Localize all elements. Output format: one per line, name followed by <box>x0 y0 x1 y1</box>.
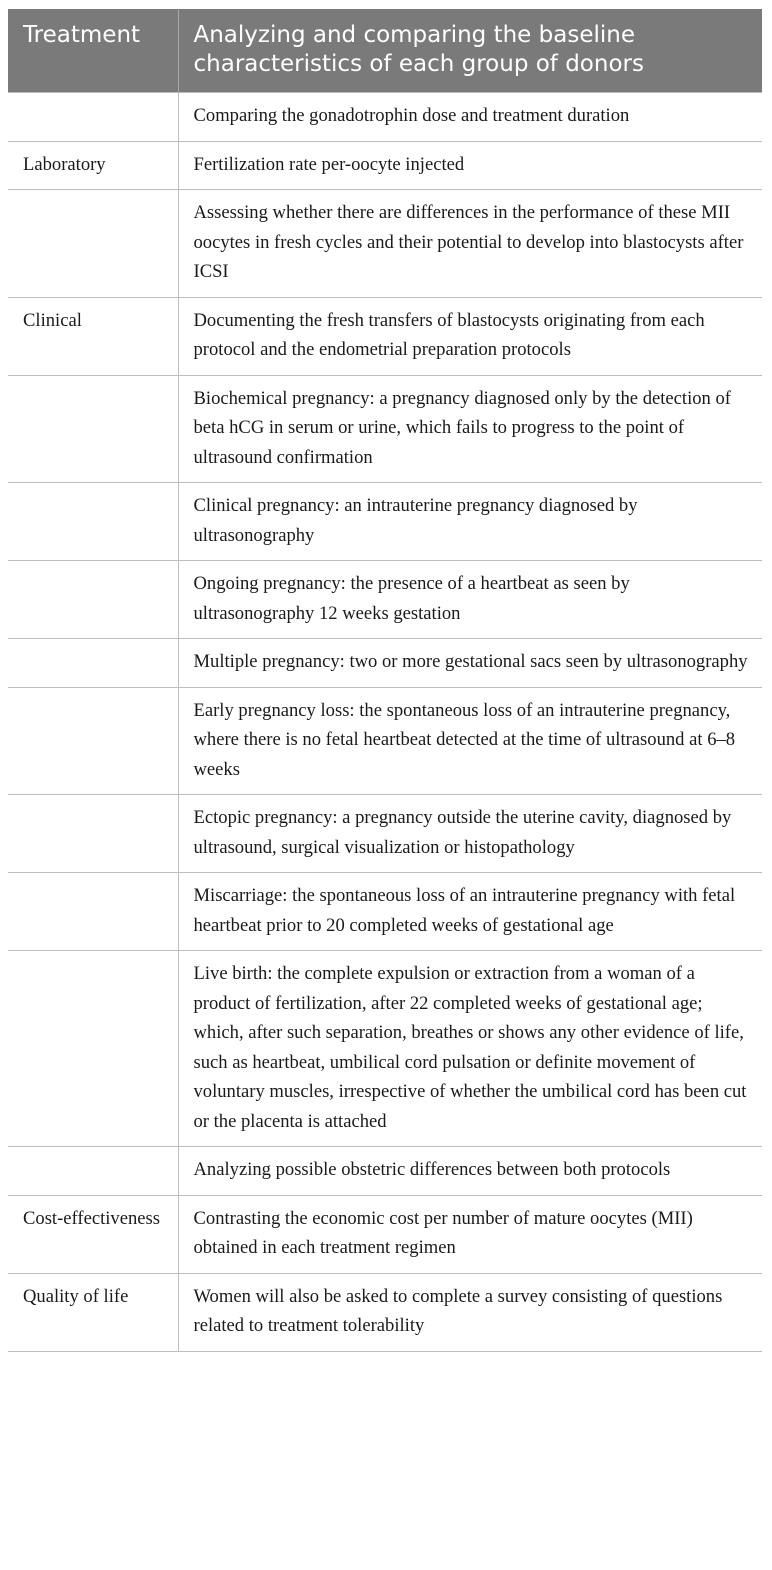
table-row <box>8 1195 762 1273</box>
description-cell: Early pregnancy loss: the spontaneous loss of an intrauterine pregnancy, where there is no fetal heartbeat detected at the time of ultrasound at 6–8 weeks <box>178 687 762 795</box>
description-cell: Multiple pregnancy: two or more gestational sacs seen by ultrasonography <box>178 639 762 688</box>
description-cell: Ongoing pregnancy: the presence of a heartbeat as seen by ultrasonography 12 weeks gestation <box>178 561 762 639</box>
category-cell: Quality of life <box>8 1273 178 1351</box>
table-row <box>8 639 762 688</box>
table-row <box>8 951 762 1147</box>
table-row <box>8 873 762 951</box>
table-row <box>8 297 762 375</box>
description-cell: Clinical pregnancy: an intrauterine pregnancy diagnosed by ultrasonography <box>178 483 762 561</box>
table-header <box>8 9 762 93</box>
category-cell <box>8 190 178 298</box>
outcomes-table <box>8 9 762 1352</box>
table-row <box>8 375 762 483</box>
description-cell: Live birth: the complete expulsion or extraction from a woman of a product of fertilization, after 22 completed weeks of gestational age; which, after such separation, breathes or shows any other evidence of life, such as heartbeat, umbilical cord pulsation or definite movement of voluntary muscles, irrespective of whether the umbilical cord has been cut or the placenta is attached <box>178 951 762 1147</box>
category-cell <box>8 795 178 873</box>
category-cell: Cost-effectiveness <box>8 1195 178 1273</box>
category-cell: Laboratory <box>8 141 178 190</box>
table-row <box>8 141 762 190</box>
category-cell <box>8 483 178 561</box>
category-cell <box>8 375 178 483</box>
table-row <box>8 190 762 298</box>
description-cell: Fertilization rate per-oocyte injected <box>178 141 762 190</box>
category-cell <box>8 1147 178 1196</box>
table-row <box>8 93 762 142</box>
table-row <box>8 1147 762 1196</box>
table-row <box>8 561 762 639</box>
category-cell <box>8 873 178 951</box>
description-cell: Assessing whether there are differences in the performance of these MII oocytes in fresh cycles and their potential to develop into blastocysts after ICSI <box>178 190 762 298</box>
category-cell <box>8 561 178 639</box>
description-cell: Women will also be asked to complete a survey consisting of questions related to treatment tolerability <box>178 1273 762 1351</box>
category-cell: Clinical <box>8 297 178 375</box>
header-row <box>8 9 762 93</box>
description-cell: Biochemical pregnancy: a pregnancy diagnosed only by the detection of beta hCG in serum or urine, which fails to progress to the point of ultrasound confirmation <box>178 375 762 483</box>
description-cell: Ectopic pregnancy: a pregnancy outside the uterine cavity, diagnosed by ultrasound, surgical visualization or histopathology <box>178 795 762 873</box>
table-row <box>8 483 762 561</box>
description-cell: Contrasting the economic cost per number of mature oocytes (MII) obtained in each treatment regimen <box>178 1195 762 1273</box>
table-container <box>8 9 762 1352</box>
table-row <box>8 795 762 873</box>
header-treatment: Treatment <box>8 9 178 93</box>
table-row <box>8 1273 762 1351</box>
category-cell <box>8 639 178 688</box>
description-cell: Documenting the fresh transfers of blastocysts originating from each protocol and the endometrial preparation protocols <box>178 297 762 375</box>
description-cell: Miscarriage: the spontaneous loss of an intrauterine pregnancy with fetal heartbeat prior to 20 completed weeks of gestational age <box>178 873 762 951</box>
table-row <box>8 687 762 795</box>
category-cell <box>8 951 178 1147</box>
description-cell: Analyzing possible obstetric differences between both protocols <box>178 1147 762 1196</box>
table-body <box>8 93 762 1352</box>
category-cell <box>8 93 178 142</box>
header-description: Analyzing and comparing the baseline characteristics of each group of donors <box>178 9 762 93</box>
category-cell <box>8 687 178 795</box>
description-cell: Comparing the gonadotrophin dose and treatment duration <box>178 93 762 142</box>
